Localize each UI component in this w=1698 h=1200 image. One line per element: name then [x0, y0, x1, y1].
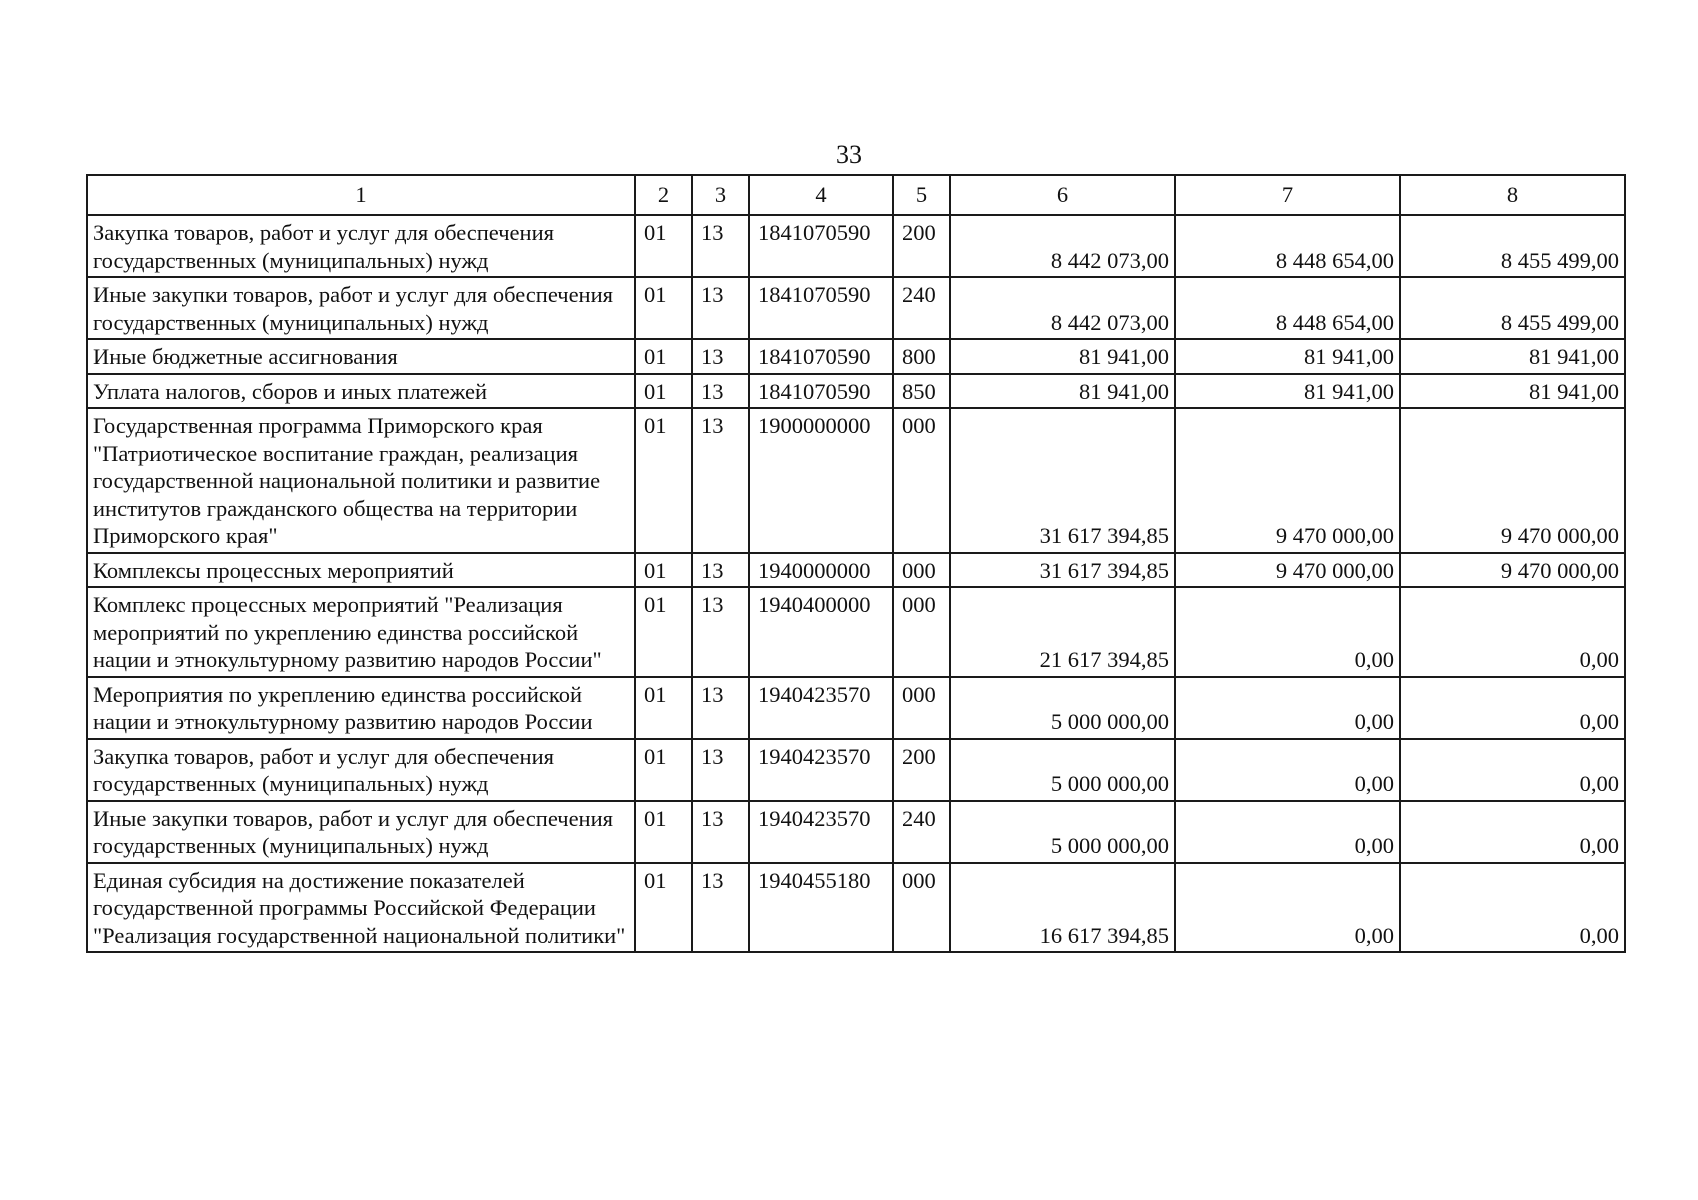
column-header: 8 [1400, 175, 1625, 215]
expense-type-code-cell: 000 [893, 863, 950, 953]
target-article-code-cell: 1841070590 [749, 215, 893, 277]
amount-col7-cell: 9 470 000,00 [1175, 408, 1400, 553]
table-row [87, 408, 1625, 553]
target-article-code-cell: 1940455180 [749, 863, 893, 953]
table-row [87, 339, 1625, 374]
page-number: 33 [836, 140, 862, 169]
amount-col6-cell: 31 617 394,85 [950, 408, 1175, 553]
amount-col6-cell: 8 442 073,00 [950, 215, 1175, 277]
section-code-cell: 01 [635, 277, 692, 339]
amount-col7-cell: 81 941,00 [1175, 339, 1400, 374]
amount-col6-cell: 81 941,00 [950, 374, 1175, 409]
subsection-code-cell: 13 [692, 587, 749, 677]
target-article-code-cell: 1900000000 [749, 408, 893, 553]
column-header: 2 [635, 175, 692, 215]
expense-type-code-cell: 000 [893, 587, 950, 677]
subsection-code-cell: 13 [692, 215, 749, 277]
amount-col8-cell: 8 455 499,00 [1400, 277, 1625, 339]
section-code-cell: 01 [635, 408, 692, 553]
subsection-code-cell: 13 [692, 408, 749, 553]
amount-col6-cell: 5 000 000,00 [950, 739, 1175, 801]
expense-type-code-cell: 800 [893, 339, 950, 374]
column-header: 5 [893, 175, 950, 215]
item-name-cell: Иные закупки товаров, работ и услуг для обеспечения государственных (муниципальных) нужд [87, 801, 635, 863]
subsection-code-cell: 13 [692, 863, 749, 953]
section-code-cell: 01 [635, 215, 692, 277]
amount-col6-cell: 8 442 073,00 [950, 277, 1175, 339]
section-code-cell: 01 [635, 339, 692, 374]
target-article-code-cell: 1940000000 [749, 553, 893, 588]
target-article-code-cell: 1940423570 [749, 739, 893, 801]
item-name-cell: Иные бюджетные ассигнования [87, 339, 635, 374]
amount-col8-cell: 0,00 [1400, 739, 1625, 801]
table-row [87, 587, 1625, 677]
table-body [87, 175, 1625, 952]
section-code-cell: 01 [635, 739, 692, 801]
amount-col8-cell: 0,00 [1400, 801, 1625, 863]
expense-type-code-cell: 850 [893, 374, 950, 409]
amount-col6-cell: 31 617 394,85 [950, 553, 1175, 588]
subsection-code-cell: 13 [692, 739, 749, 801]
amount-col7-cell: 9 470 000,00 [1175, 553, 1400, 588]
table-row [87, 739, 1625, 801]
section-code-cell: 01 [635, 801, 692, 863]
table-row [87, 277, 1625, 339]
table-row [87, 863, 1625, 953]
amount-col7-cell: 0,00 [1175, 863, 1400, 953]
amount-col7-cell: 81 941,00 [1175, 374, 1400, 409]
header-row [87, 175, 1625, 215]
expense-type-code-cell: 200 [893, 215, 950, 277]
column-header: 6 [950, 175, 1175, 215]
column-header: 4 [749, 175, 893, 215]
section-code-cell: 01 [635, 374, 692, 409]
amount-col6-cell: 16 617 394,85 [950, 863, 1175, 953]
section-code-cell: 01 [635, 587, 692, 677]
amount-col7-cell: 0,00 [1175, 801, 1400, 863]
item-name-cell: Комплекс процессных мероприятий "Реализация мероприятий по укреплению единства российской нации и этнокультурному развитию народов России" [87, 587, 635, 677]
table-row [87, 801, 1625, 863]
table-row [87, 374, 1625, 409]
item-name-cell: Мероприятия по укреплению единства российской нации и этнокультурному развитию народов России [87, 677, 635, 739]
amount-col6-cell: 21 617 394,85 [950, 587, 1175, 677]
item-name-cell: Закупка товаров, работ и услуг для обеспечения государственных (муниципальных) нужд [87, 215, 635, 277]
column-header: 7 [1175, 175, 1400, 215]
section-code-cell: 01 [635, 677, 692, 739]
amount-col6-cell: 5 000 000,00 [950, 801, 1175, 863]
item-name-cell: Закупка товаров, работ и услуг для обеспечения государственных (муниципальных) нужд [87, 739, 635, 801]
amount-col7-cell: 0,00 [1175, 587, 1400, 677]
table-row [87, 553, 1625, 588]
target-article-code-cell: 1841070590 [749, 374, 893, 409]
column-header: 1 [87, 175, 635, 215]
amount-col8-cell: 81 941,00 [1400, 374, 1625, 409]
budget-table [86, 174, 1626, 953]
item-name-cell: Единая субсидия на достижение показателей государственной программы Российской Федерации "Реализация государственной национальной политики" [87, 863, 635, 953]
amount-col8-cell: 0,00 [1400, 587, 1625, 677]
amount-col8-cell: 8 455 499,00 [1400, 215, 1625, 277]
amount-col8-cell: 81 941,00 [1400, 339, 1625, 374]
amount-col8-cell: 9 470 000,00 [1400, 408, 1625, 553]
target-article-code-cell: 1940423570 [749, 677, 893, 739]
expense-type-code-cell: 200 [893, 739, 950, 801]
column-header: 3 [692, 175, 749, 215]
subsection-code-cell: 13 [692, 553, 749, 588]
subsection-code-cell: 13 [692, 677, 749, 739]
table-row [87, 215, 1625, 277]
table-row [87, 677, 1625, 739]
target-article-code-cell: 1940423570 [749, 801, 893, 863]
amount-col8-cell: 0,00 [1400, 863, 1625, 953]
expense-type-code-cell: 000 [893, 408, 950, 553]
item-name-cell: Иные закупки товаров, работ и услуг для обеспечения государственных (муниципальных) нужд [87, 277, 635, 339]
expense-type-code-cell: 240 [893, 801, 950, 863]
expense-type-code-cell: 000 [893, 553, 950, 588]
amount-col7-cell: 0,00 [1175, 739, 1400, 801]
section-code-cell: 01 [635, 553, 692, 588]
item-name-cell: Комплексы процессных мероприятий [87, 553, 635, 588]
amount-col8-cell: 0,00 [1400, 677, 1625, 739]
item-name-cell: Государственная программа Приморского края "Патриотическое воспитание граждан, реализация государственной национальной политики и развитие институтов гражданского общества на территории Приморского края" [87, 408, 635, 553]
expense-type-code-cell: 240 [893, 277, 950, 339]
amount-col6-cell: 5 000 000,00 [950, 677, 1175, 739]
subsection-code-cell: 13 [692, 277, 749, 339]
expense-type-code-cell: 000 [893, 677, 950, 739]
amount-col8-cell: 9 470 000,00 [1400, 553, 1625, 588]
amount-col7-cell: 8 448 654,00 [1175, 277, 1400, 339]
amount-col6-cell: 81 941,00 [950, 339, 1175, 374]
subsection-code-cell: 13 [692, 374, 749, 409]
subsection-code-cell: 13 [692, 801, 749, 863]
target-article-code-cell: 1940400000 [749, 587, 893, 677]
amount-col7-cell: 0,00 [1175, 677, 1400, 739]
target-article-code-cell: 1841070590 [749, 339, 893, 374]
section-code-cell: 01 [635, 863, 692, 953]
target-article-code-cell: 1841070590 [749, 277, 893, 339]
subsection-code-cell: 13 [692, 339, 749, 374]
amount-col7-cell: 8 448 654,00 [1175, 215, 1400, 277]
item-name-cell: Уплата налогов, сборов и иных платежей [87, 374, 635, 409]
